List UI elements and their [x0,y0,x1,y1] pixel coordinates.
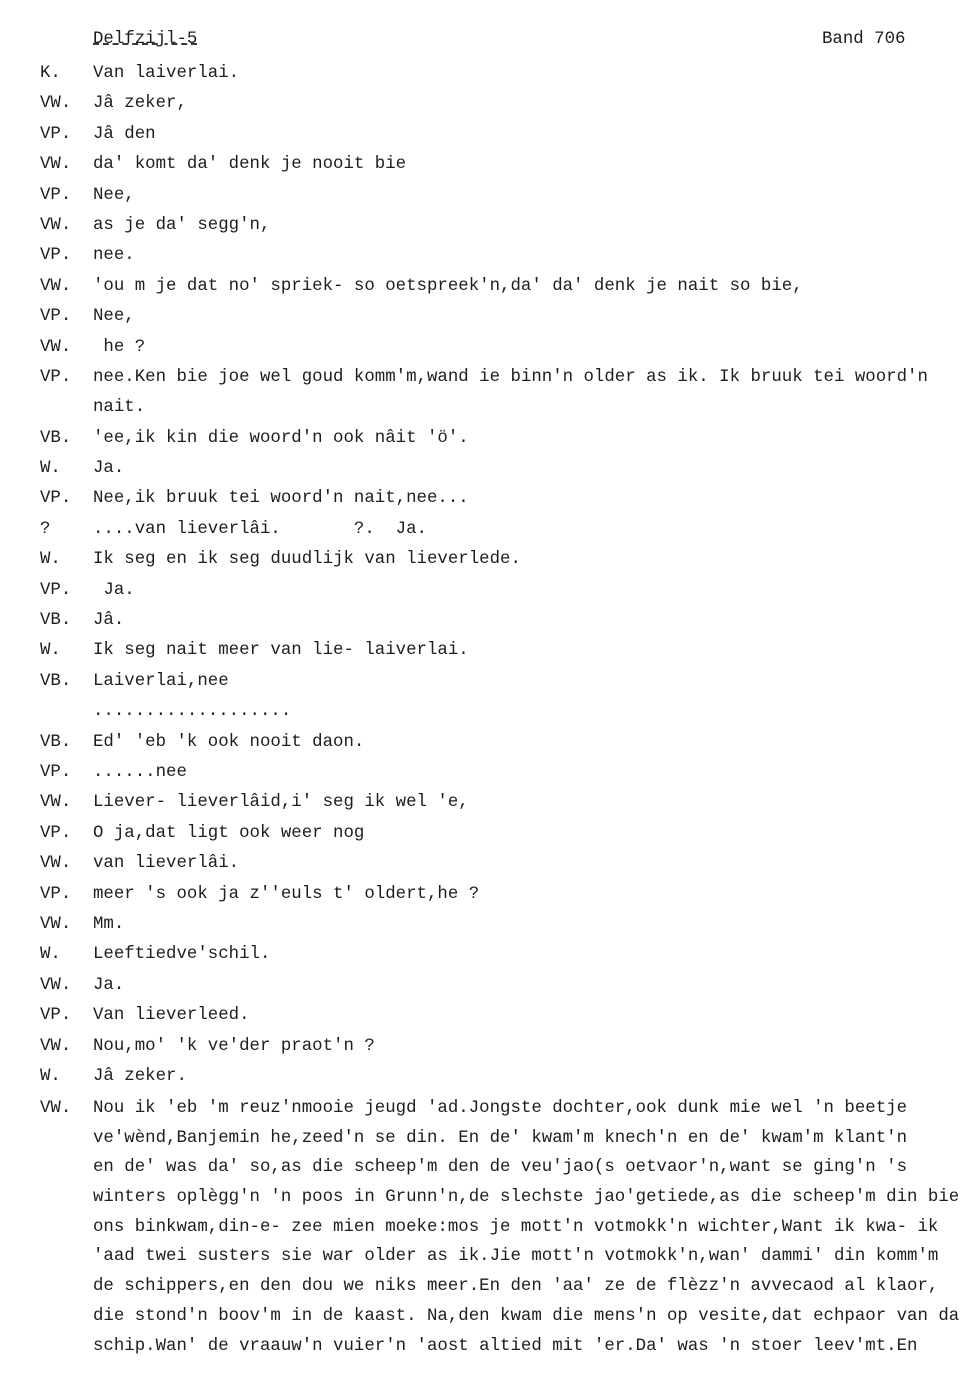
speaker-label: VW. [40,854,72,874]
utterance-text: nee. [93,246,135,266]
utterance-text: Jâ zeker, [93,94,187,114]
transcript-line [0,606,973,636]
transcript-line [0,910,973,940]
paragraph-line [0,1183,973,1213]
utterance-text: ve'wènd,Banjemin he,zeed'n se din. En de' kwam'm knech'n en de' kwam'm klant'n [93,1128,908,1148]
utterance-text: winters oplègg'n 'n poos in Grunn'n,de slechste jao'getiede,as die scheep'm din bie [93,1188,960,1208]
transcript-line [0,89,973,119]
transcript-line [0,576,973,606]
utterance-text: die stond'n boov'm in de kaast. Na,den kwam die mens'n op vesite,dat echpaor van da [93,1306,960,1326]
speaker-label: VP. [40,762,72,782]
speaker-label: VW. [40,1036,72,1056]
speaker-label: VP. [40,1006,72,1026]
transcript-line [0,971,973,1001]
transcript-line [0,1062,973,1092]
speaker-label: VB. [40,611,72,631]
speaker-label: K. [40,64,61,83]
speaker-label: VP. [40,823,72,843]
transcript-line [0,849,973,879]
transcript-line [0,150,973,180]
transcript-line [0,728,973,758]
utterance-text: de schippers,en den dou we niks meer.En den 'aa' ze de flèzz'n avvecaod al klaor, [93,1277,939,1297]
transcript-line [0,1001,973,1031]
transcript-paragraph [0,1094,973,1361]
transcript-line [0,302,973,332]
transcript-line [0,1032,973,1062]
utterance-text: 'ou m je dat no' spriek- so oetspreek'n,da' da' denk je nait so bie, [93,276,803,296]
speaker-label: ? [40,519,51,539]
utterance-text: meer 's ook ja z''euls t' oldert,he ? [93,884,480,904]
transcript-line [0,181,973,211]
utterance-text: Ja. [93,459,125,479]
utterance-text: ......nee [93,762,187,782]
paragraph-line [0,1094,973,1124]
transcript-line [0,393,973,423]
speaker-label: VB. [40,732,72,752]
utterance-text: as je da' segg'n, [93,215,271,235]
speaker-label: W. [40,1066,61,1086]
transcript-line [0,819,973,849]
utterance-text: Ed' 'eb 'k ook nooit daon. [93,732,365,752]
speaker-label: W. [40,459,61,479]
utterance-text: Leeftiedve'schil. [93,945,271,965]
transcript-line [0,667,973,697]
transcript-line [0,880,973,910]
speaker-label: VW. [40,1099,72,1118]
utterance-text: Jâ. [93,611,125,631]
utterance-text: ....van lieverlâi. ?. Ja. [93,519,427,539]
transcript-line [0,211,973,241]
paragraph-line [0,1242,973,1272]
utterance-text: Nee,ik bruuk tei woord'n nait,nee... [93,489,469,509]
speaker-label: VP. [40,246,72,266]
utterance-text: Jâ den [93,124,156,144]
transcript-line [0,363,973,393]
band-number: Band 706 [822,30,906,49]
utterance-text: 'ee,ik kin die woord'n ook nâit 'ö'. [93,428,469,448]
speaker-label: VP. [40,367,72,387]
transcript-line [0,120,973,150]
paragraph-line [0,1302,973,1332]
utterance-text: Nee, [93,185,135,205]
transcript-line [0,241,973,271]
transcript-line [0,272,973,302]
utterance-text: schip.Wan' de vraauw'n vuier'n 'aost altied mit 'er.Da' was 'n stoer leev'mt.En [93,1336,918,1356]
utterance-text: da' komt da' denk je nooit bie [93,155,407,175]
utterance-text: Mm. [93,914,125,934]
transcript-line [0,788,973,818]
transcript-lines [0,59,973,1092]
speaker-label: VP. [40,884,72,904]
transcript-line [0,515,973,545]
utterance-text: O ja,dat ligt ook weer nog [93,823,365,843]
speaker-label: VP. [40,489,72,509]
utterance-text: nee.Ken bie joe wel goud komm'm,wand ie binn'n older as ik. Ik bruuk tei woord'n [93,367,928,387]
utterance-text: Ik seg en ik seg duudlijk van lieverlede. [93,550,521,570]
speaker-label: VB. [40,671,72,691]
utterance-text: Ja. [93,975,125,995]
utterance-text: nait. [93,398,146,418]
utterance-text: Jâ zeker. [93,1066,187,1086]
transcript-line [0,697,973,727]
speaker-label: W. [40,550,61,570]
speaker-label: VW. [40,155,72,175]
utterance-text: he ? [93,337,146,357]
utterance-text: Nee, [93,307,135,327]
transcript-line [0,545,973,575]
speaker-label: VP. [40,580,72,600]
utterance-text: ons binkwam,din-e- zee mien moeke:mos je mott'n votmokk'n wichter,Want ik kwa- ik [93,1217,939,1237]
transcript-line [0,59,973,89]
utterance-text: Ja. [93,580,135,600]
transcript-line [0,484,973,514]
paragraph-line [0,1153,973,1183]
speaker-label: VW. [40,276,72,296]
transcript-line [0,758,973,788]
speaker-label: VP. [40,185,72,205]
utterance-text: Liever- lieverlâid,i' seg ik wel 'e, [93,793,469,813]
utterance-text: 'aad twei susters sie war older as ik.Jie mott'n votmokk'n,wan' dammi' din komm'm [93,1247,939,1267]
paragraph-line [0,1272,973,1302]
utterance-text: Laiverlai,nee [93,671,229,691]
paragraph-line [0,1124,973,1154]
speaker-label: VW. [40,94,72,114]
utterance-text: Ik seg nait meer van lie- laiverlai. [93,641,469,661]
utterance-text: ................... [93,702,292,722]
utterance-text: Nou ik 'eb 'm reuz'nmooie jeugd 'ad.Jongste dochter,ook dunk mie wel 'n beetje [93,1099,908,1118]
utterance-text: Van laiverlai. [93,64,240,83]
speaker-label: VW. [40,337,72,357]
transcript-line [0,333,973,363]
utterance-text: Van lieverleed. [93,1006,250,1026]
speaker-label: VB. [40,428,72,448]
paragraph-line [0,1213,973,1243]
transcript-line [0,424,973,454]
utterance-text: Nou,mo' 'k ve'der praot'n ? [93,1036,375,1056]
transcript-line [0,940,973,970]
paragraph-line [0,1332,973,1362]
transcript-line [0,636,973,666]
transcript-line [0,454,973,484]
speaker-label: W. [40,945,61,965]
speaker-label: VW. [40,914,72,934]
document-title: Delfzijl-5 [93,30,198,49]
utterance-text: van lieverlâi. [93,854,240,874]
speaker-label: VW. [40,793,72,813]
speaker-label: VP. [40,307,72,327]
speaker-label: VW. [40,975,72,995]
speaker-label: W. [40,641,61,661]
speaker-label: VP. [40,124,72,144]
utterance-text: en de' was da' so,as die scheep'm den de veu'jao(s oetvaor'n,want se ging'n 's [93,1158,908,1178]
speaker-label: VW. [40,215,72,235]
